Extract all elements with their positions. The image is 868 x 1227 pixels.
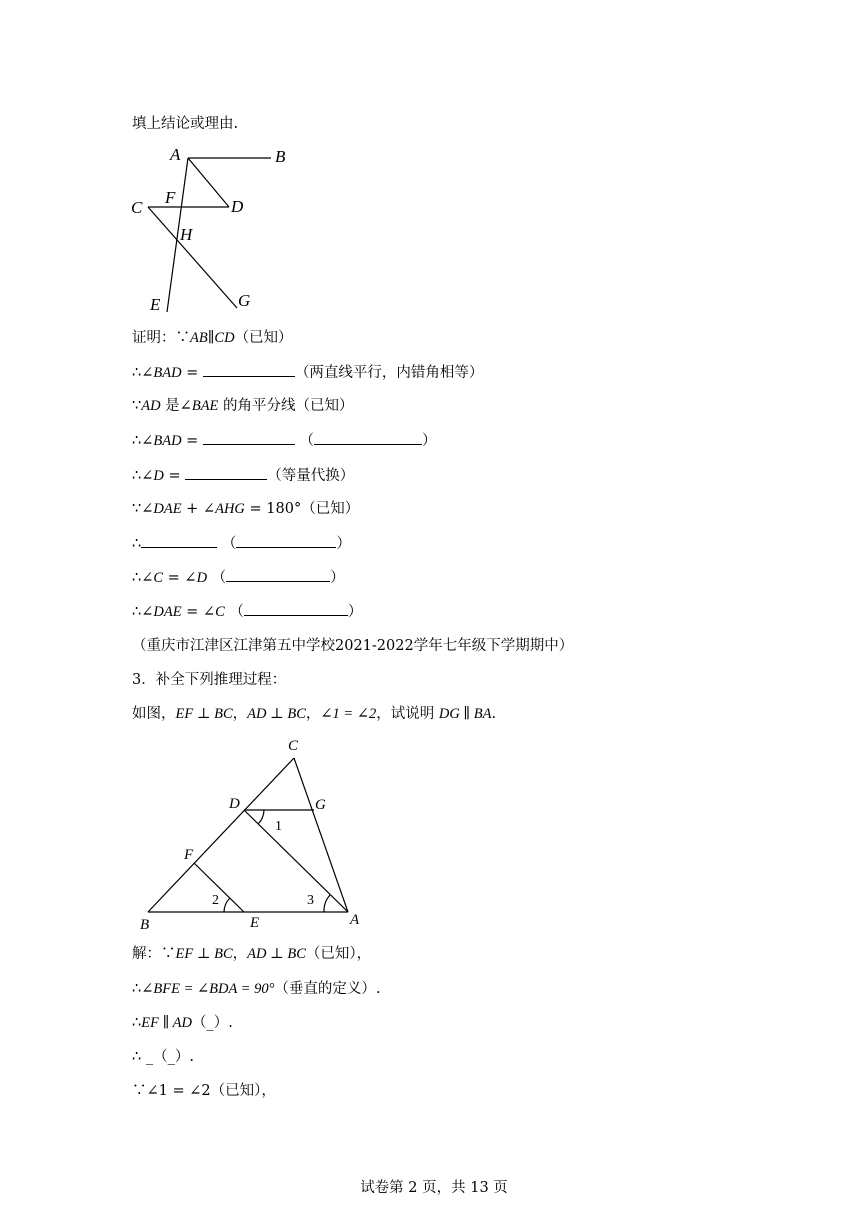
label-E: E (150, 295, 161, 314)
label-angle-1: 1 (275, 819, 282, 834)
line-CG (148, 207, 237, 308)
reason-blank[interactable] (314, 430, 422, 445)
question-3-title: 3．补全下列推理过程： (132, 672, 287, 688)
line-FE (194, 863, 244, 912)
label-B: B (140, 917, 150, 933)
solution-line-2: ∴∠BFE = ∠BDA = 90°（垂直的定义）. (132, 981, 381, 997)
label-angle-2: 2 (212, 893, 219, 908)
proof-line-4: ∴∠BAD = （ ） (132, 430, 437, 451)
proof-line-1: 证明：∵AB∥CD（已知） (132, 330, 293, 346)
page-footer: 试卷第 2 页，共 13 页 (360, 1180, 508, 1196)
label-angle-3: 3 (307, 893, 314, 908)
answer-blank[interactable] (141, 533, 217, 548)
answer-blank[interactable] (185, 465, 267, 480)
solution-line-5: ∵∠1 = ∠2（已知）， (132, 1083, 276, 1099)
figure-1 (125, 140, 295, 320)
label-B: B (275, 147, 286, 166)
label-A: A (170, 145, 181, 164)
reason-blank[interactable] (226, 567, 330, 582)
label-F: F (165, 188, 176, 207)
label-G: G (238, 291, 251, 310)
reason-blank[interactable] (244, 601, 348, 616)
answer-blank[interactable] (203, 430, 295, 445)
proof-line-3: ∵AD 是∠BAE 的角平分线（已知） (132, 398, 354, 414)
arc-angle-2 (224, 898, 230, 912)
intro-text: 填上结论或理由. (132, 116, 239, 132)
solution-line-4: ∴ _（_）. (132, 1049, 194, 1065)
label-F: F (184, 847, 194, 863)
line-DA (244, 810, 348, 912)
figure-2 (130, 732, 370, 937)
proof-line-8: ∴∠C = ∠D （ ） (132, 567, 345, 588)
proof-line-6: ∵∠DAE + ∠AHG = 180°（已知） (132, 501, 360, 517)
label-D: D (231, 197, 244, 216)
solution-line-3: ∴EF ∥ AD（_）. (132, 1015, 233, 1031)
line-AD (188, 158, 229, 207)
proof-line-7: ∴ （ ） (132, 533, 351, 554)
label-C: C (131, 198, 143, 217)
label-D: D (229, 796, 240, 812)
arc-angle-1 (258, 810, 264, 824)
proof-line-9: ∴∠DAE = ∠C （ ） (132, 601, 362, 622)
source-note: （重庆市江津区江津第五中学校2021-2022学年七年级下学期期中） (132, 638, 574, 654)
proof-line-2: ∴∠BAD = （两直线平行，内错角相等） (132, 362, 483, 383)
line-CA (294, 758, 348, 912)
solution-line-1: 解：∵EF ⊥ BC，AD ⊥ BC（已知）， (132, 946, 372, 962)
proof-line-5: ∴∠D = （等量代换） (132, 465, 354, 486)
label-E: E (250, 915, 260, 931)
arc-angle-3 (324, 895, 330, 912)
reason-blank[interactable] (236, 533, 336, 548)
label-H: H (180, 225, 193, 244)
answer-blank[interactable] (203, 362, 295, 377)
question-3-given: 如图，EF ⊥ BC，AD ⊥ BC，∠1 = ∠2，试说明 DG ∥ BA. (132, 706, 497, 722)
label-C: C (288, 738, 299, 754)
label-A: A (350, 912, 360, 928)
label-G: G (315, 797, 326, 813)
